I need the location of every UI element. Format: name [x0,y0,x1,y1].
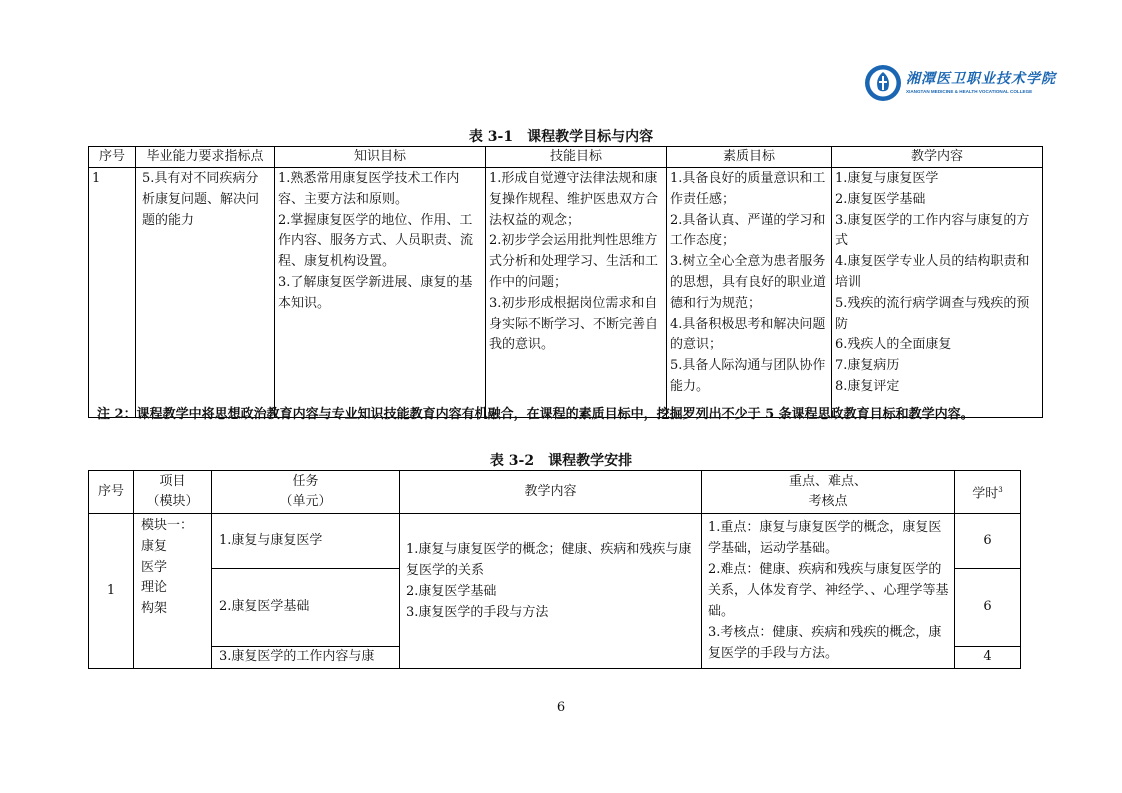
table1-header-row [89,147,1043,168]
table1-cell-quality: 1.具备良好的质量意识和工作责任感； 2.具备认真、严谨的学习和工作态度； 3.树立全心全意为患者服务的思想，具有良好的职业道德和行为规范； 4.具备积极思考和解决问题的意识； 5.具备人际沟通与团队协作能力。 [667,168,832,418]
college-emblem-icon [864,64,902,102]
course-schedule-table [88,470,1021,669]
table2-header-no: 序号 [89,471,134,514]
table1-cell-no: 1 [89,168,136,418]
table2-header-project: 项目 （模块） [134,471,212,514]
table1-caption: 表 3-1 课程教学目标与内容 [468,129,654,145]
hours-footnote-mark: 3 [998,485,1003,494]
table1-header-skill: 技能目标 [486,147,667,168]
hours-label: 学时 [972,486,999,502]
table2-cell-task-3: 3.康复医学的工作内容与康 [212,647,400,669]
table1-header-knowledge: 知识目标 [275,147,486,168]
table2-header-row [89,471,1021,514]
table2-cell-content: 1.康复与康复医学的概念；健康、疾病和残疾与康复医学的关系 2.康复医学基础 3.康复医学的手段与方法 [400,514,702,669]
page-number: 6 [556,700,566,715]
table2-header-content: 教学内容 [400,471,702,514]
table1-note: 注 2：课程教学中将思想政治教育内容与专业知识技能教育内容有机融合，在课程的素质目标中，挖掘罗列出不少于 5 条课程思政教育目标和教学内容。 [97,407,974,422]
table2-header-task: 任务 （单元） [212,471,400,514]
table2-cell-hours-3: 4 [955,647,1021,669]
table1-header-indicator: 毕业能力要求指标点 [136,147,275,168]
table2-cell-task-1: 1.康复与康复医学 [212,514,400,569]
college-logo [864,64,1054,104]
course-objectives-table [88,146,1043,418]
table2-caption: 表 3-2 课程教学安排 [489,453,633,469]
logo-chinese-name: 湘潭医卫职业技术学院 [906,71,1056,87]
table1-cell-knowledge: 1.熟悉常用康复医学技术工作内容、主要方法和原则。 2.掌握康复医学的地位、作用、工作内容、服务方式、人员职责、流程、康复机构设置。 3.了解康复医学新进展、康复的基本知识。 [275,168,486,418]
table1-header-content: 教学内容 [832,147,1043,168]
table2-cell-task-2: 2.康复医学基础 [212,569,400,647]
table2-cell-no: 1 [89,514,134,669]
table1-cell-indicator: 5.具有对不同疾病分析康复问题、解决问题的能力 [136,168,275,418]
table2-cell-keypoints: 1.重点：康复与康复医学的概念，康复医学基础，运动学基础。 2.难点：健康、疾病和残疾与康复医学的关系，人体发育学、神经学、、心理学等基础。 3.考核点：健康、疾病和残疾的概念，康复医学的手段与方法。 [702,514,955,669]
table-row [89,514,1021,569]
table2-cell-hours-1: 6 [955,514,1021,569]
table1-cell-content: 1.康复与康复医学 2.康复医学基础 3.康复医学的工作内容与康复的方式 4.康复医学专业人员的结构职责和培训 5.残疾的流行病学调查与残疾的预防 6.残疾人的全面康复 7.康复病历 8.康复评定 [832,168,1043,418]
table1-header-quality: 素质目标 [667,147,832,168]
table1-header-no: 序号 [89,147,136,168]
table2-header-hours [955,471,1021,514]
table2-cell-hours-2: 6 [955,569,1021,647]
table1-cell-skill: 1.形成自觉遵守法律法规和康复操作规程、维护医患双方合法权益的观念； 2.初步学会运用批判性思维方式分析和处理学习、生活和工作中的问题； 3.初步形成根据岗位需求和自身实际不断学习、不断完善自我的意识。 [486,168,667,418]
logo-english-name: XIANGTAN MEDICINE & HEALTH VOCATIONAL COLLEGE [906,89,1033,94]
table2-cell-module: 模块一： 康复 医学 理论 构架 [134,514,212,669]
table2-header-keypoints: 重点、难点、 考核点 [702,471,955,514]
table-row [89,168,1043,418]
